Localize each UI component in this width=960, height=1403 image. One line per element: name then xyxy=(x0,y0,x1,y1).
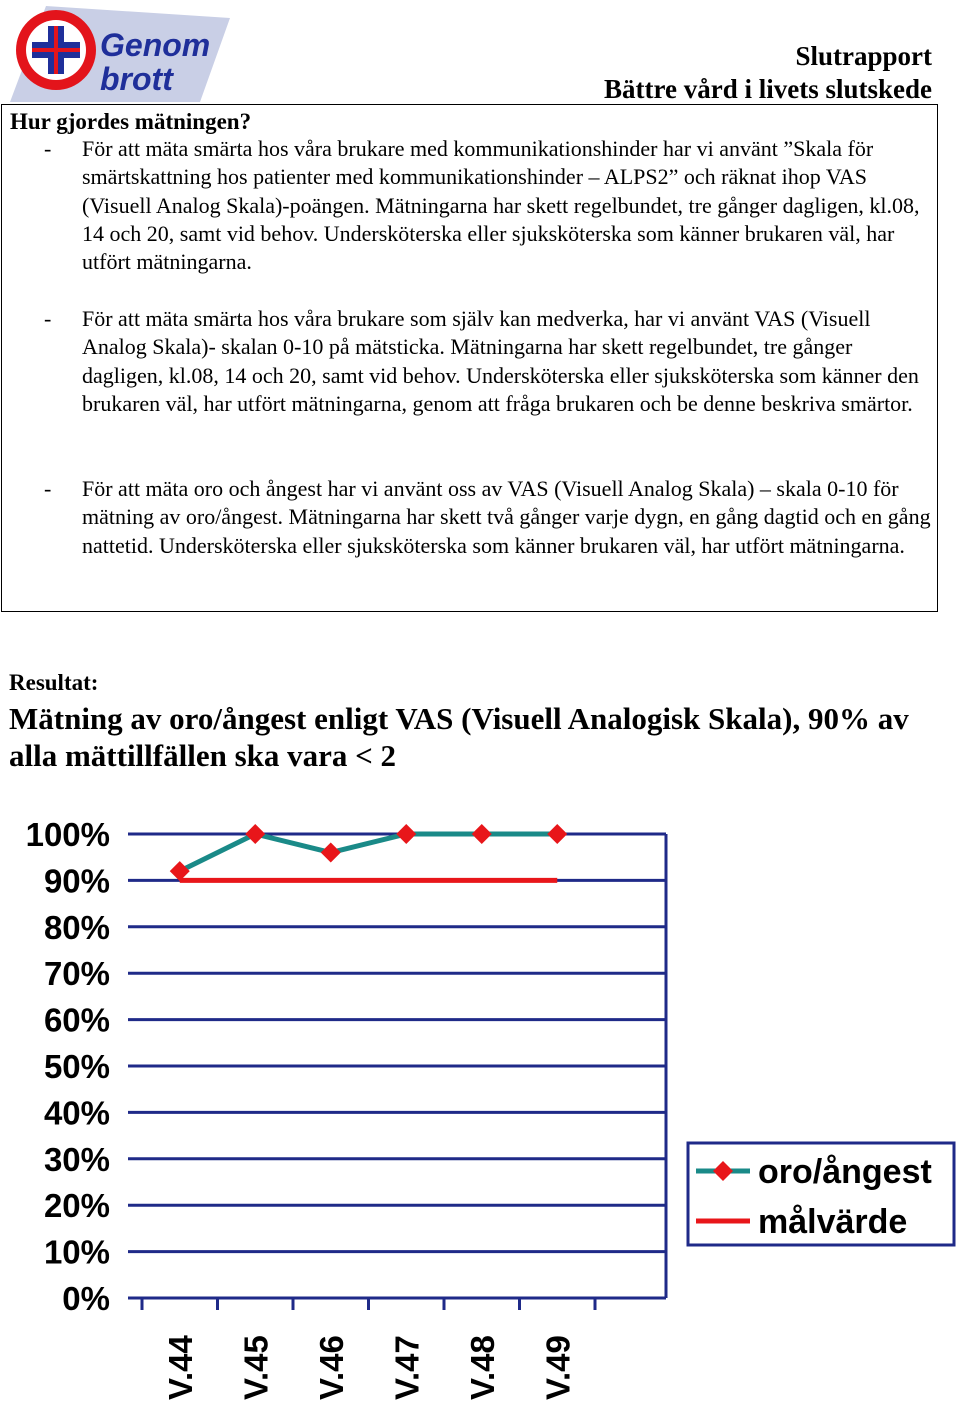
x-tick-label: V.44 xyxy=(161,1335,199,1400)
data-point-marker xyxy=(245,824,265,844)
method-box xyxy=(1,104,938,612)
y-tick-label: 10% xyxy=(43,1233,110,1271)
results-label: Resultat: xyxy=(9,670,99,695)
report-subtitle: Bättre vård i livets slutskede xyxy=(604,74,932,104)
bullet-dash: - xyxy=(44,136,52,161)
x-tick-label: V.45 xyxy=(237,1335,275,1400)
x-tick-label: V.46 xyxy=(312,1335,350,1400)
y-tick-label: 80% xyxy=(43,908,110,946)
series-line-oro-angest xyxy=(180,834,558,871)
x-tick-label: V.47 xyxy=(388,1335,426,1400)
method-item-text: För att mäta smärta hos våra brukare som själv kan medverka, har vi använt VAS (Visuell Analog Skala)- skalan 0-10 på mätsticka. Mätningarna har skett regelbundet, tre gånger dagligen, kl.08, 14 och 20, samt vid behov. Undersköterska eller sjuksköterska som känner den brukaren väl, har utfört mätningarna, genom att fråga brukaren och be denne beskriva smärtor. xyxy=(82,306,919,416)
data-point-marker xyxy=(472,824,492,844)
line-chart xyxy=(0,790,960,1403)
bullet-dash: - xyxy=(44,306,52,331)
method-item-text: För att mäta oro och ångest har vi använt oss av VAS (Visuell Analog Skala) – skala 0-10 för mätning av oro/ångest. Mätningarna har skett två gånger varje dygn, en gång dagtid och en gång nattetid. Undersköterska eller sjuksköterska som känner brukaren väl, har utfört mätningarna. xyxy=(82,476,931,558)
data-point-marker xyxy=(321,843,341,863)
y-tick-label: 50% xyxy=(43,1048,110,1085)
legend-label: oro/ångest xyxy=(758,1153,932,1191)
method-item-text: För att mäta smärta hos våra brukare med kommunikationshinder har vi använt ”Skala för smärtskattning hos patienter med kommunikationshinder – ALPS2” och räknat ihop VAS (Visuell Analog Skala)-poängen. Mätningarna har skett regelbundet, tre gånger dagligen, kl.08, 14 och 20, samt vid behov. Undersköterska eller sjuksköterska som känner brukaren väl, har utfört mätningarna. xyxy=(82,136,920,275)
results-title: Mätning av oro/ångest enligt VAS (Visuell Analogisk Skala), 90% av alla mättillfällen ska vara < 2 xyxy=(9,701,909,773)
x-tick-label: V.48 xyxy=(463,1335,501,1400)
genombrott-logo xyxy=(10,6,230,102)
x-tick-label: V.49 xyxy=(539,1335,577,1400)
method-title: Hur gjordes mätningen? xyxy=(10,109,252,134)
logo-text-genom: Genom xyxy=(100,27,211,63)
report-title: Slutrapport xyxy=(795,41,932,71)
report-heading xyxy=(604,40,932,106)
genombrott-logo-graphic xyxy=(10,6,230,102)
y-tick-label: 40% xyxy=(43,1094,110,1132)
y-tick-label: 20% xyxy=(43,1187,110,1225)
y-tick-label: 90% xyxy=(43,862,110,900)
bullet-dash: - xyxy=(44,476,52,501)
y-tick-label: 100% xyxy=(25,816,110,853)
y-tick-label: 0% xyxy=(62,1280,110,1317)
legend-label: målvärde xyxy=(758,1203,908,1241)
chart-svg xyxy=(0,790,960,1403)
logo-text-brott: brott xyxy=(100,61,173,97)
y-tick-label: 70% xyxy=(43,955,110,993)
data-point-marker xyxy=(396,824,416,844)
y-tick-label: 30% xyxy=(43,1140,110,1178)
y-tick-label: 60% xyxy=(43,1001,110,1039)
data-point-marker xyxy=(547,824,567,844)
